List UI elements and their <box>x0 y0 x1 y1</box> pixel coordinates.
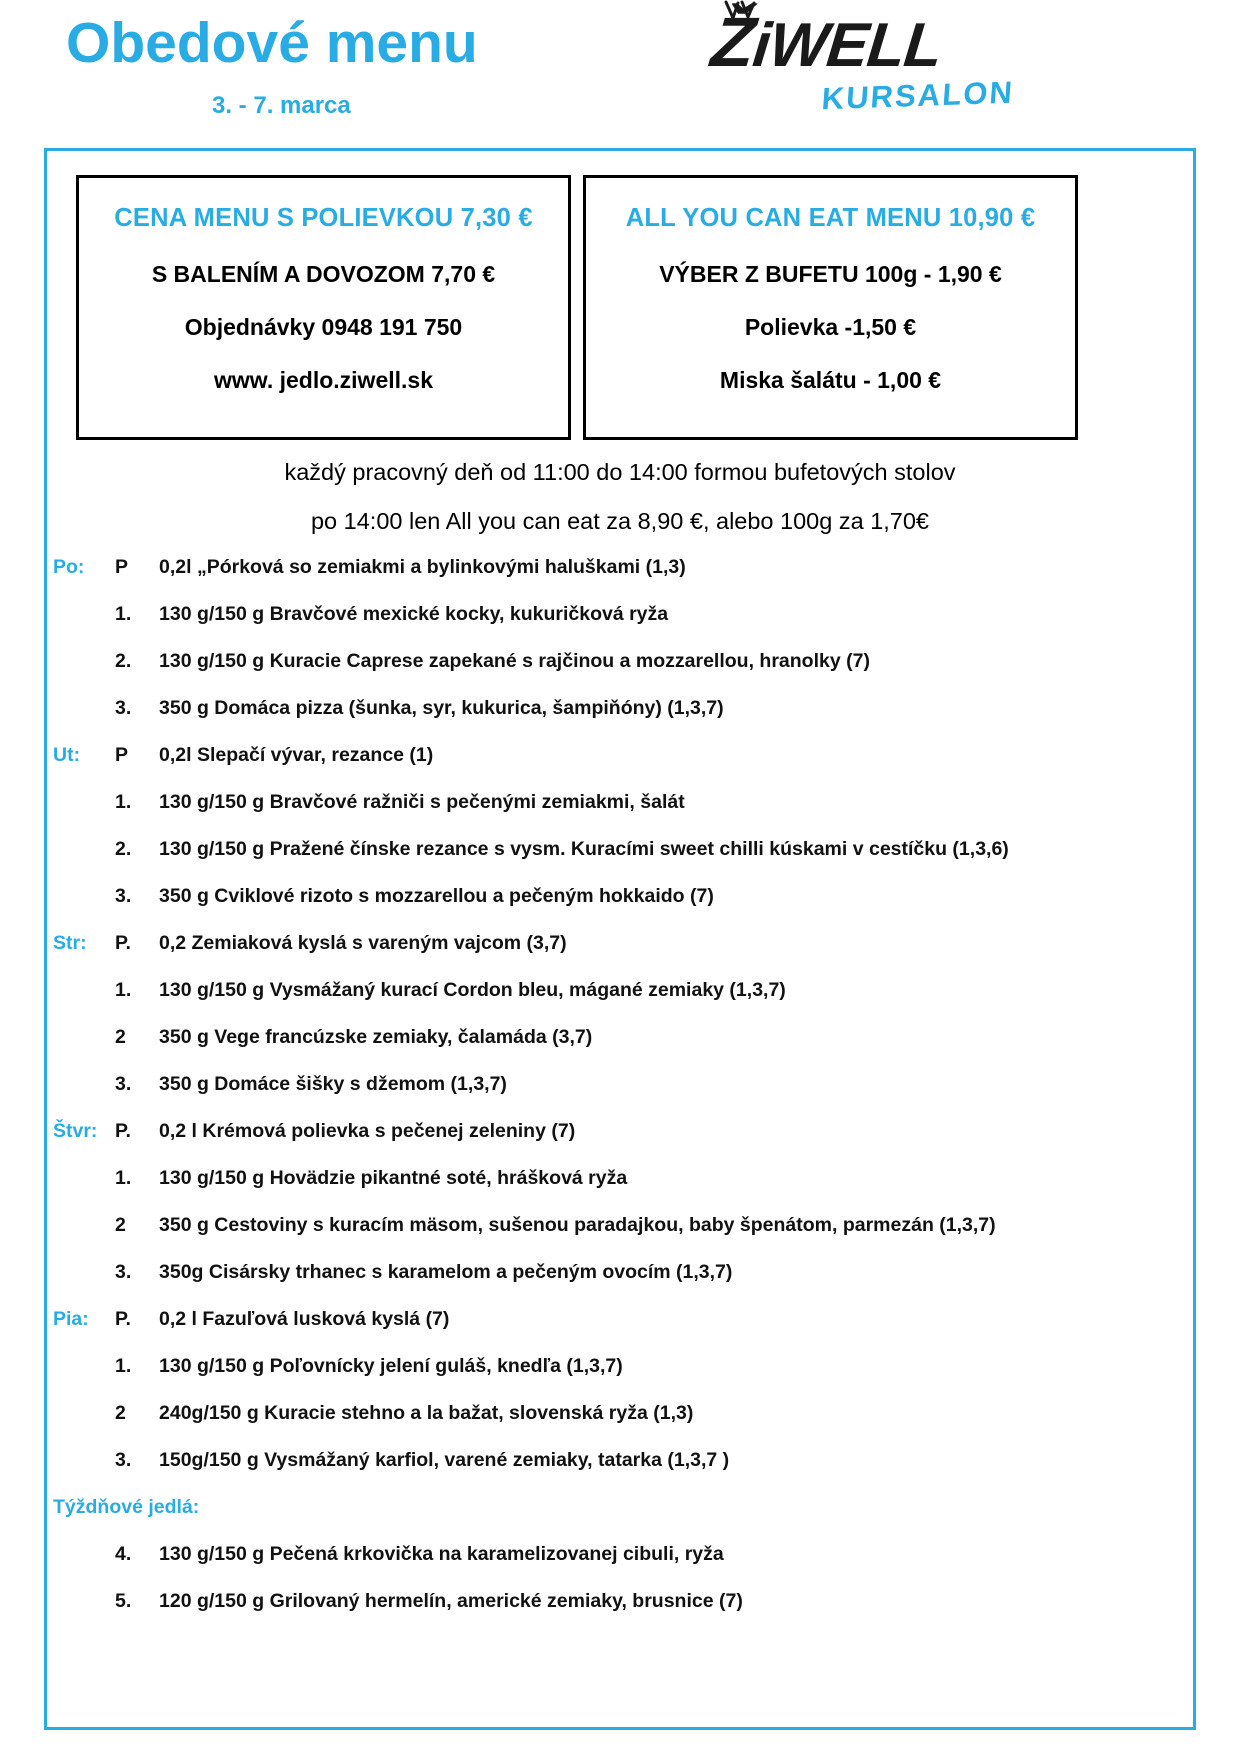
menu-row <box>47 1261 1193 1308</box>
weekly-meals-heading: Týždňové jedlá: <box>53 1496 200 1518</box>
menu-row-day: Ut: <box>53 744 81 766</box>
menu-row <box>47 1073 1193 1120</box>
logo-wordmark <box>708 2 946 82</box>
menu-row-text: 130 g/150 g Vysmážaný kurací Cordon bleu, mágané zemiaky (1,3,7) <box>159 979 786 1001</box>
menu-row-number: 5. <box>115 1590 132 1612</box>
menu-row-text: 240g/150 g Kuracie stehno a la bažat, slovenská ryža (1,3) <box>159 1402 694 1424</box>
menu-row-number: 1. <box>115 603 132 625</box>
price-box-left-title: CENA MENU S POLIEVKOU 7,30 € <box>114 204 533 232</box>
menu-row <box>47 1543 1193 1590</box>
menu-row-text: 350 g Cestoviny s kuracím mäsom, sušenou paradajkou, baby špenátom, parmezán (1,3,7) <box>159 1214 996 1236</box>
menu-row-day: Str: <box>53 932 87 954</box>
menu-row <box>47 744 1193 791</box>
menu-row <box>47 1308 1193 1355</box>
menu-frame <box>44 148 1196 1730</box>
menu-row-number: 4. <box>115 1543 132 1565</box>
page-title: Obedové menu <box>66 11 478 75</box>
menu-row-number: 1. <box>115 1167 132 1189</box>
price-box-menu-with-soup <box>76 175 571 440</box>
price-box-right-soup: Polievka -1,50 € <box>744 314 917 340</box>
weekly-meals-heading-row <box>47 1496 1193 1543</box>
menu-row <box>47 1402 1193 1449</box>
ziwell-logo <box>707 2 1092 134</box>
menu-row <box>47 650 1193 697</box>
menu-row-number: 3. <box>115 1449 132 1471</box>
opening-hours-line-2: po 14:00 len All you can eat za 8,90 €, alebo 100g za 1,70€ <box>310 508 929 534</box>
menu-row-number: 2 <box>115 1026 126 1048</box>
menu-row-text: 130 g/150 g Poľovnícky jelení guláš, knedľa (1,3,7) <box>159 1355 623 1377</box>
price-box-right-title: ALL YOU CAN EAT MENU 10,90 € <box>625 204 1036 232</box>
price-box-left-packaging: S BALENÍM A DOVOZOM 7,70 € <box>151 261 496 287</box>
menu-row-text: 130 g/150 g Hovädzie pikantné soté, hrášková ryža <box>159 1167 628 1189</box>
menu-row-text: 120 g/150 g Grilovaný hermelín, americké zemiaky, brusnice (7) <box>159 1590 743 1612</box>
price-box-left-website: www. jedlo.ziwell.sk <box>214 367 433 393</box>
menu-row-number: 3. <box>115 885 132 907</box>
menu-row-number: P. <box>115 1308 131 1330</box>
menu-row-day: Štvr: <box>53 1120 98 1142</box>
menu-row-day: Pia: <box>53 1308 89 1330</box>
page-header <box>0 0 1240 140</box>
menu-row-text: 0,2 Zemiaková kyslá s vareným vajcom (3,7) <box>159 932 567 954</box>
menu-row-text: 150g/150 g Vysmážaný karfiol, varené zemiaky, tatarka (1,3,7 ) <box>159 1449 730 1471</box>
menu-row-number: 1. <box>115 979 132 1001</box>
menu-row-number: 2. <box>115 838 132 860</box>
menu-row <box>47 1167 1193 1214</box>
menu-row-text: 130 g/150 g Bravčové mexické kocky, kukuričková ryža <box>159 603 669 625</box>
menu-row-number: 2. <box>115 650 132 672</box>
menu-row-text: 350g Cisársky trhanec s karamelom a pečeným ovocím (1,3,7) <box>159 1261 733 1283</box>
price-box-right-buffet: VÝBER Z BUFETU 100g - 1,90 € <box>659 261 1002 287</box>
menu-row-number: 2 <box>115 1214 126 1236</box>
menu-row-text: 130 g/150 g Kuracie Caprese zapekané s rajčinou a mozzarellou, hranolky (7) <box>159 650 870 672</box>
menu-row <box>47 1355 1193 1402</box>
menu-row-day: Po: <box>53 556 85 578</box>
menu-row <box>47 1026 1193 1073</box>
price-box-left-orders-phone: Objednávky 0948 191 750 <box>184 314 463 340</box>
logo-wordmark-rest: iWELL <box>749 11 945 80</box>
price-boxes <box>47 151 1193 451</box>
menu-row-text: 0,2l „Pórková so zemiakmi a bylinkovými haluškami (1,3) <box>159 556 686 578</box>
menu-row <box>47 979 1193 1026</box>
menu-row <box>47 1590 1193 1637</box>
menu-row-text: 350 g Vege francúzske zemiaky, čalamáda (3,7) <box>159 1026 593 1048</box>
menu-row-text: 0,2 l Krémová polievka s pečenej zeleniny (7) <box>159 1120 576 1142</box>
menu-row-text: 130 g/150 g Bravčové ražniči s pečenými zemiakmi, šalát <box>159 791 685 813</box>
menu-row-text: 130 g/150 g Pečená krkovička na karamelizovanej cibuli, ryža <box>159 1543 724 1565</box>
menu-row-text: 350 g Domáca pizza (šunka, syr, kukurica, šampiňóny) (1,3,7) <box>159 697 724 719</box>
menu-row-number: 3. <box>115 697 132 719</box>
price-box-all-you-can-eat <box>583 175 1078 440</box>
menu-row <box>47 838 1193 885</box>
menu-row-text: 350 g Domáce šišky s džemom (1,3,7) <box>159 1073 507 1095</box>
menu-row-number: 1. <box>115 1355 132 1377</box>
menu-row-number: 3. <box>115 1261 132 1283</box>
logo-wordmark-initial: Ž <box>707 3 758 81</box>
menu-row <box>47 1449 1193 1496</box>
menu-row-number: 2 <box>115 1402 126 1424</box>
opening-hours-note <box>47 459 1193 557</box>
page-subtitle-dates: 3. - 7. marca <box>212 92 351 119</box>
menu-row-number: 3. <box>115 1073 132 1095</box>
logo-subtitle: KURSALON <box>820 74 1016 117</box>
menu-list <box>47 556 1193 1637</box>
menu-row-text: 350 g Cviklové rizoto s mozzarellou a pečeným hokkaido (7) <box>159 885 714 907</box>
menu-row <box>47 1120 1193 1167</box>
menu-row-number: P. <box>115 932 131 954</box>
menu-row-number: 1. <box>115 791 132 813</box>
price-box-right-salad: Miska šalátu - 1,00 € <box>719 367 942 393</box>
menu-row <box>47 932 1193 979</box>
menu-row-number: P. <box>115 1120 131 1142</box>
menu-row <box>47 791 1193 838</box>
menu-row-number: P <box>115 556 129 578</box>
menu-row <box>47 885 1193 932</box>
menu-row-text: 0,2l Slepačí vývar, rezance (1) <box>159 744 434 766</box>
menu-row <box>47 556 1193 603</box>
menu-row-text: 0,2 l Fazuľová lusková kyslá (7) <box>159 1308 450 1330</box>
menu-row <box>47 697 1193 744</box>
menu-row-text: 130 g/150 g Pražené čínske rezance s vysm. Kuracími sweet chilli kúskami v cestíčku (1,3,6) <box>159 838 1009 860</box>
menu-row <box>47 1214 1193 1261</box>
opening-hours-line-1: každý pracovný deň od 11:00 do 14:00 formou bufetových stolov <box>284 459 956 485</box>
menu-row-number: P <box>115 744 129 766</box>
menu-row <box>47 603 1193 650</box>
